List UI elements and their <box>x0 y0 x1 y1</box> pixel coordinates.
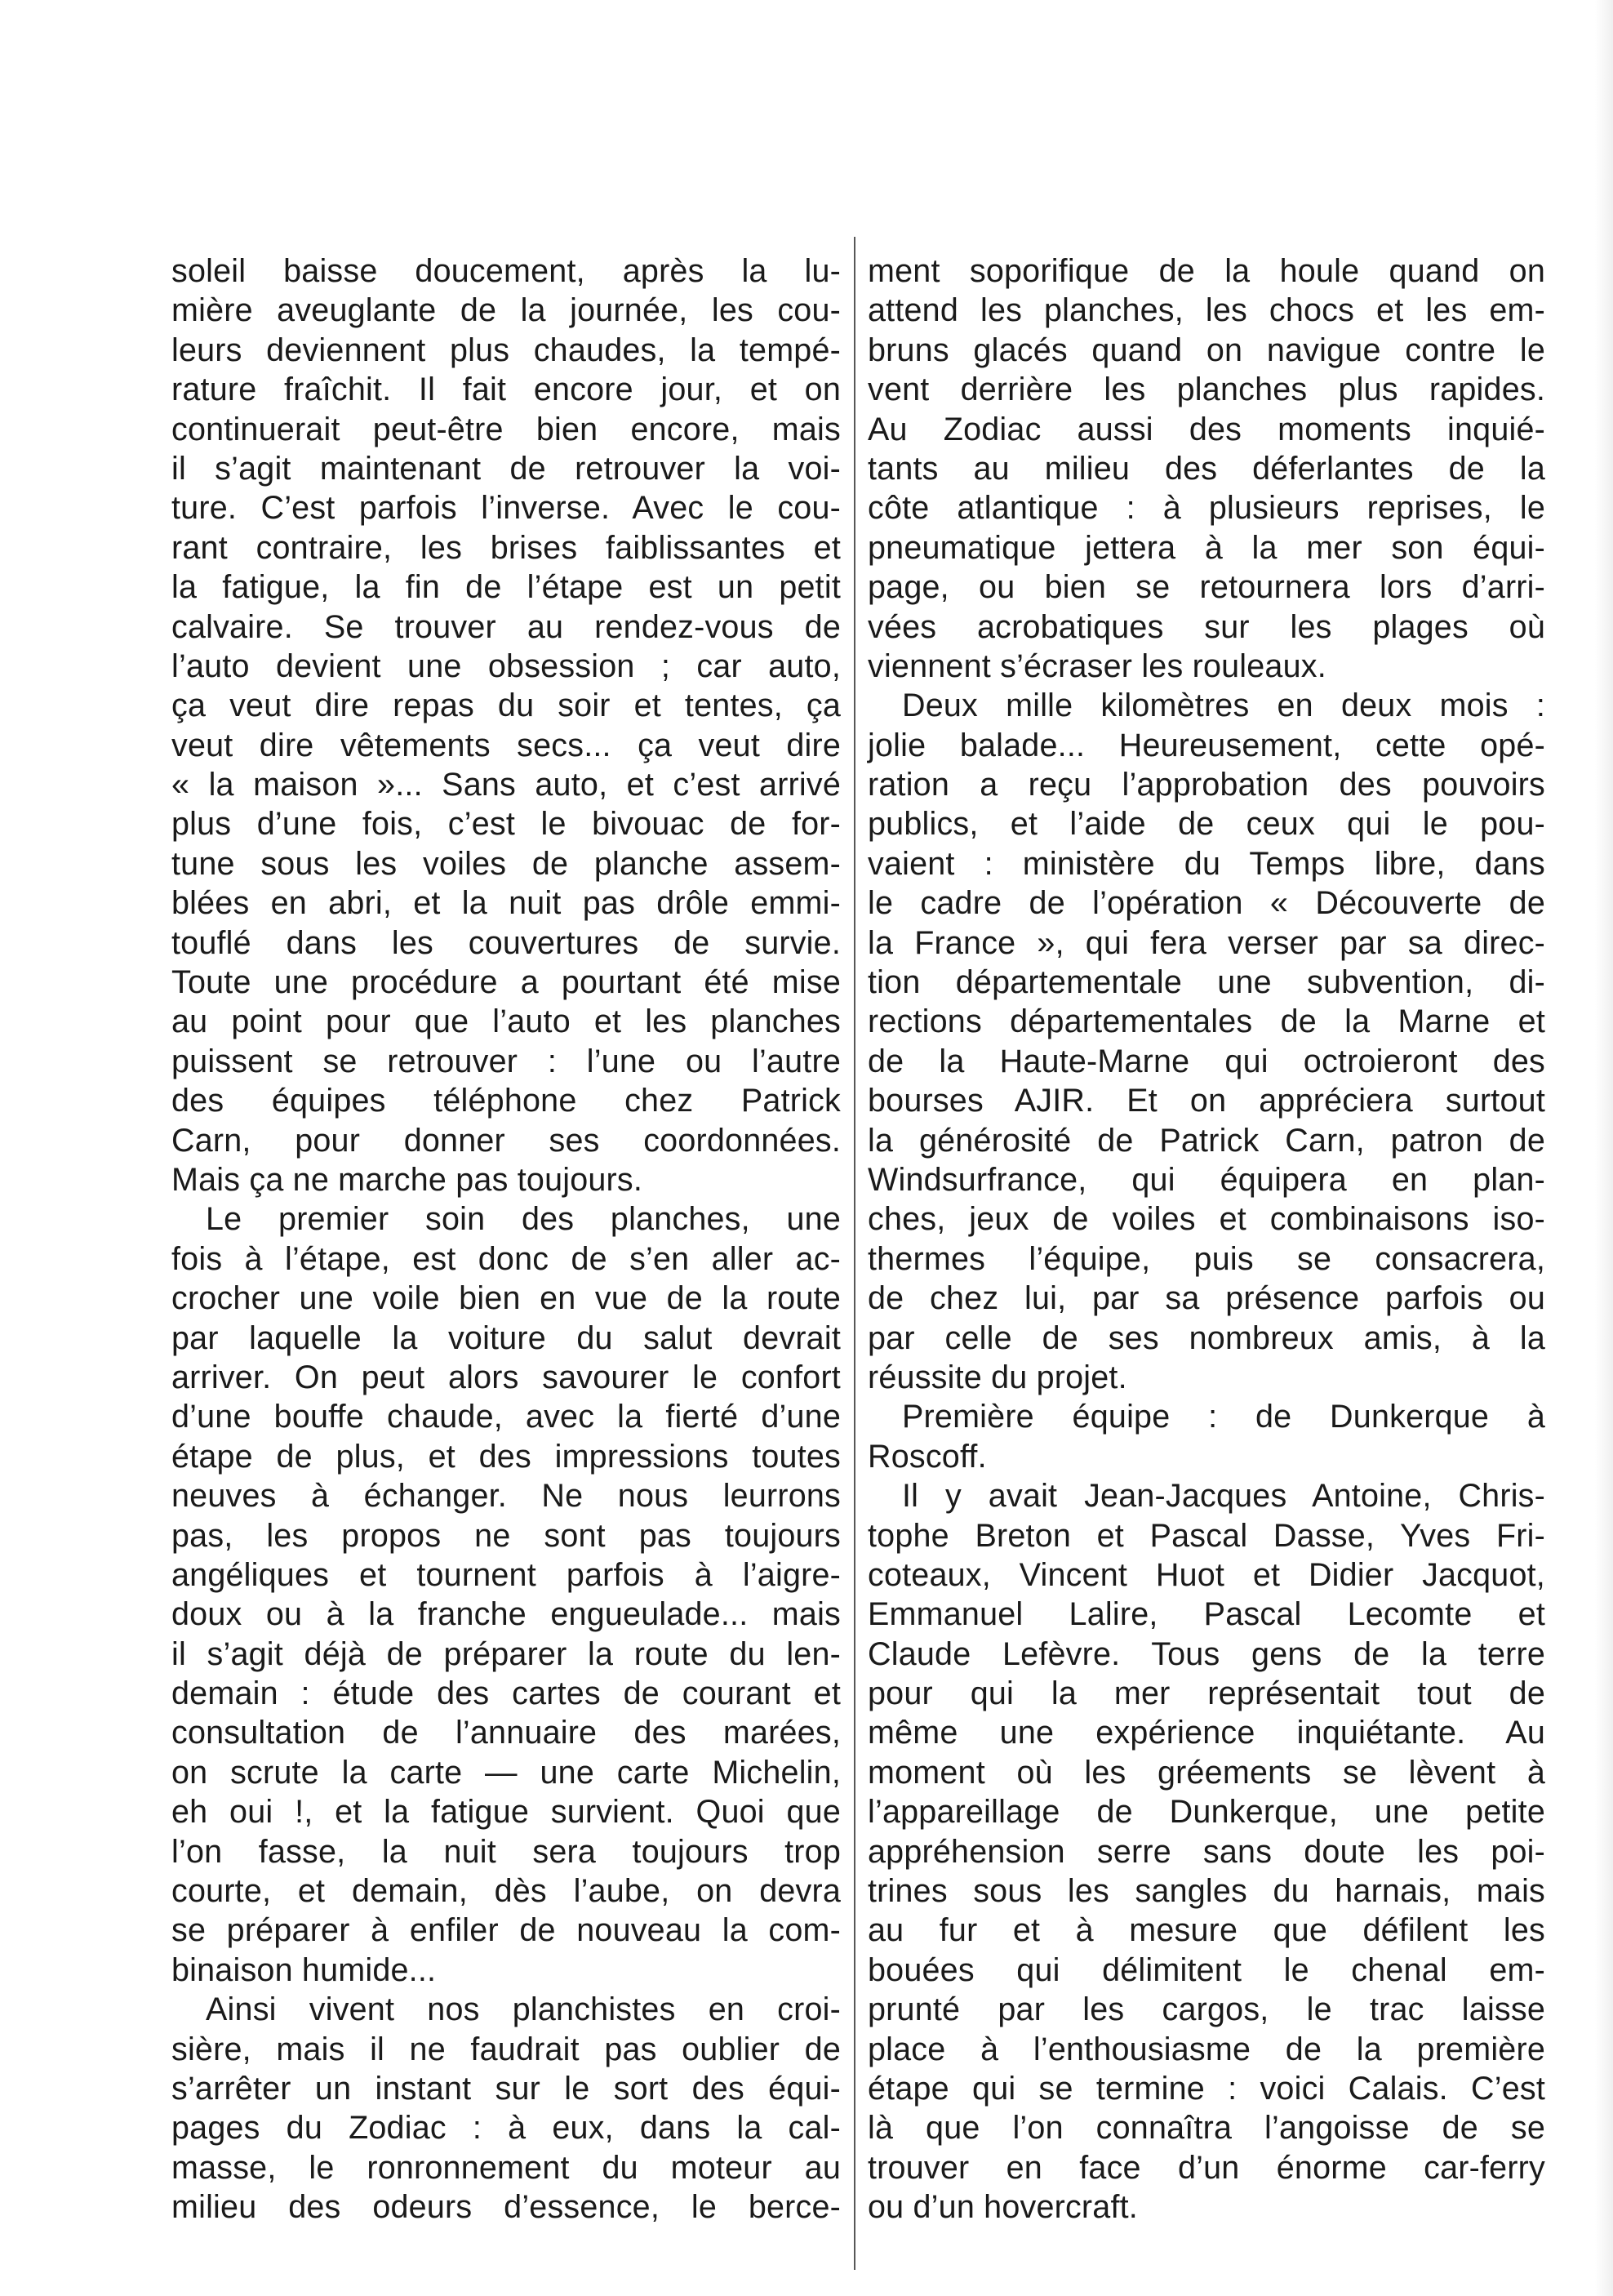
text-line: il s’agit maintenant de retrouver la voi- <box>171 450 841 487</box>
text-line: se préparer à enfiler de nouveau la com- <box>171 1912 841 1949</box>
text-line: puissent se retrouver : l’une ou l’autre <box>171 1043 841 1079</box>
text-line: des équipes téléphone chez Patrick <box>171 1083 841 1119</box>
text-line: jolie balade... Heureusement, cette opé- <box>868 727 1545 763</box>
text-line: ça veut dire repas du soir et tentes, ça <box>171 687 841 724</box>
text-line: vent derrière les planches plus rapides. <box>868 372 1545 408</box>
text-line: la fatigue, la fin de l’étape est un petit <box>171 569 841 606</box>
text-line: binaison humide... <box>171 1951 437 1988</box>
text-line: même une expérience inquiétante. Au <box>868 1715 1545 1751</box>
text-line: calvaire. Se trouver au rendez-vous de <box>171 608 841 645</box>
text-line: arriver. On peut alors savourer le confort <box>171 1359 841 1395</box>
text-line: la générosité de Patrick Carn, patron de <box>868 1122 1545 1159</box>
text-line: on scrute la carte — une carte Michelin, <box>171 1754 841 1791</box>
text-line: publics, et l’aide de ceux qui le pou- <box>868 806 1545 843</box>
text-line: Toute une procédure a pourtant été mise <box>171 964 841 1001</box>
text-line: courte, et demain, dès l’aube, on devra <box>171 1873 841 1910</box>
text-line: soleil baisse doucement, après la lu- <box>171 253 841 289</box>
text-line: ture. C’est parfois l’inverse. Avec le cou- <box>171 490 841 527</box>
text-line: ou d’un hovercraft. <box>868 2189 1138 2226</box>
text-line: Mais ça ne marche pas toujours. <box>171 1161 643 1198</box>
text-line: l’on fasse, la nuit sera toujours trop <box>171 1833 841 1870</box>
text-line: d’une bouffe chaude, avec la fierté d’une <box>171 1399 841 1435</box>
text-line: l’appareillage de Dunkerque, une petite <box>868 1794 1545 1831</box>
text-line: prunté par les cargos, le trac laisse <box>868 1991 1545 2028</box>
text-line: masse, le ronronnement du moteur au <box>171 2149 841 2186</box>
text-line: s’arrêter un instant sur le sort des équi- <box>171 2070 841 2107</box>
text-line: pas, les propos ne sont pas toujours <box>171 1517 841 1554</box>
text-line: bouées qui délimitent le chenal em- <box>868 1951 1545 1988</box>
text-line: ration a reçu l’approbation des pouvoirs <box>868 767 1545 803</box>
text-line: là que l’on connaîtra l’angoisse de se <box>868 2110 1545 2147</box>
text-line: le cadre de l’opération « Découverte de <box>868 885 1545 922</box>
text-line: de la Haute-Marne qui octroieront des <box>868 1043 1545 1079</box>
text-line: tion départementale une subvention, di- <box>868 964 1545 1001</box>
text-line: thermes l’équipe, puis se consacrera, <box>868 1240 1545 1277</box>
text-line: de chez lui, par sa présence parfois ou <box>868 1280 1545 1317</box>
text-line: tune sous les voiles de planche assem- <box>171 845 841 882</box>
text-line: rant contraire, les brises faiblissantes et <box>171 529 841 566</box>
text-line: étape qui se termine : voici Calais. C’est <box>868 2070 1545 2107</box>
text-line: mière aveuglante de la journée, les cou- <box>171 292 841 329</box>
text-line: appréhension serre sans doute les poi- <box>868 1833 1545 1870</box>
text-line: réussite du projet. <box>868 1359 1127 1395</box>
text-line: l’auto devient une obsession ; car auto, <box>171 647 841 684</box>
text-line: pages du Zodiac : à eux, dans la cal- <box>171 2110 841 2147</box>
text-line: place à l’enthousiasme de la première <box>868 2031 1545 2067</box>
text-line: fois à l’étape, est donc de s’en aller ac- <box>171 1240 841 1277</box>
text-line: au fur et à mesure que défilent les <box>868 1912 1545 1949</box>
text-line: demain : étude des cartes de courant et <box>171 1675 841 1712</box>
text-line: veut dire vêtements secs... ça veut dire <box>171 727 841 763</box>
text-line: pour qui la mer représentait tout de <box>868 1675 1545 1712</box>
text-line: Deux mille kilomètres en deux mois : <box>902 687 1545 724</box>
text-line: vées acrobatiques sur les plages où <box>868 608 1545 645</box>
text-line: ches, jeux de voiles et combinaisons iso- <box>868 1201 1545 1238</box>
text-line: sière, mais il ne faudrait pas oublier de <box>171 2031 841 2067</box>
text-line: Claude Lefèvre. Tous gens de la terre <box>868 1635 1545 1672</box>
text-line: Emmanuel Lalire, Pascal Lecomte et <box>868 1596 1545 1633</box>
right-text-column <box>868 251 1545 2227</box>
text-line: ment soporifique de la houle quand on <box>868 253 1545 289</box>
text-line: rections départementales de la Marne et <box>868 1003 1545 1040</box>
text-line: Au Zodiac aussi des moments inquié- <box>868 411 1545 447</box>
text-line: plus d’une fois, c’est le bivouac de for- <box>171 806 841 843</box>
text-line: angéliques et tournent parfois à l’aigre- <box>171 1556 841 1593</box>
column-divider <box>854 237 855 2270</box>
text-line: Le premier soin des planches, une <box>206 1201 841 1238</box>
text-line: coteaux, Vincent Huot et Didier Jacquot, <box>868 1556 1545 1593</box>
text-line: vaient : ministère du Temps libre, dans <box>868 845 1545 882</box>
text-line: neuves à échanger. Ne nous leurrons <box>171 1478 841 1515</box>
text-line: la France », qui fera verser par sa direc- <box>868 924 1545 961</box>
text-line: « la maison »... Sans auto, et c’est arrivé <box>171 767 841 803</box>
text-line: pneumatique jettera à la mer son équi- <box>868 529 1545 566</box>
text-line: étape de plus, et des impressions toutes <box>171 1438 841 1475</box>
text-line: trines sous les sangles du harnais, mais <box>868 1873 1545 1910</box>
text-line: continuerait peut-être bien encore, mais <box>171 411 841 447</box>
text-line: Carn, pour donner ses coordonnées. <box>171 1122 841 1159</box>
text-line: consultation de l’annuaire des marées, <box>171 1715 841 1751</box>
text-line: côte atlantique : à plusieurs reprises, le <box>868 490 1545 527</box>
text-line: eh oui !, et la fatigue survient. Quoi que <box>171 1794 841 1831</box>
text-line: milieu des odeurs d’essence, le berce- <box>171 2189 841 2226</box>
text-line: au point pour que l’auto et les planches <box>171 1003 841 1040</box>
text-line: rature fraîchit. Il fait encore jour, et on <box>171 372 841 408</box>
text-line: Ainsi vivent nos planchistes en croi- <box>206 1991 841 2028</box>
text-line: blées en abri, et la nuit pas drôle emmi- <box>171 885 841 922</box>
text-line: bruns glacés quand on navigue contre le <box>868 331 1545 368</box>
text-line: viennent s’écraser les rouleaux. <box>868 647 1326 684</box>
text-line: crocher une voile bien en vue de la route <box>171 1280 841 1317</box>
page-edge-shadow <box>1595 0 1613 2296</box>
text-line: bourses AJIR. Et on appréciera surtout <box>868 1083 1545 1119</box>
text-line: tophe Breton et Pascal Dasse, Yves Fri- <box>868 1517 1545 1554</box>
text-line: moment où les gréements se lèvent à <box>868 1754 1545 1791</box>
text-line: Windsurfrance, qui équipera en plan- <box>868 1161 1545 1198</box>
text-line: tants au milieu des déferlantes de la <box>868 450 1545 487</box>
text-line: par laquelle la voiture du salut devrait <box>171 1319 841 1356</box>
text-line: Il y avait Jean-Jacques Antoine, Chris- <box>902 1478 1545 1515</box>
text-line: trouver en face d’un énorme car-ferry <box>868 2149 1545 2186</box>
text-line: Première équipe : de Dunkerque à <box>902 1399 1545 1435</box>
text-line: attend les planches, les chocs et les em- <box>868 292 1545 329</box>
left-text-column <box>171 251 841 2227</box>
text-line: Roscoff. <box>868 1438 987 1475</box>
text-line: touflé dans les couvertures de survie. <box>171 924 841 961</box>
text-line: page, ou bien se retournera lors d’arri- <box>868 569 1545 606</box>
text-line: doux ou à la franche engueulade... mais <box>171 1596 841 1633</box>
text-line: leurs deviennent plus chaudes, la tempé- <box>171 331 841 368</box>
text-line: par celle de ses nombreux amis, à la <box>868 1319 1545 1356</box>
text-line: il s’agit déjà de préparer la route du len- <box>171 1635 841 1672</box>
